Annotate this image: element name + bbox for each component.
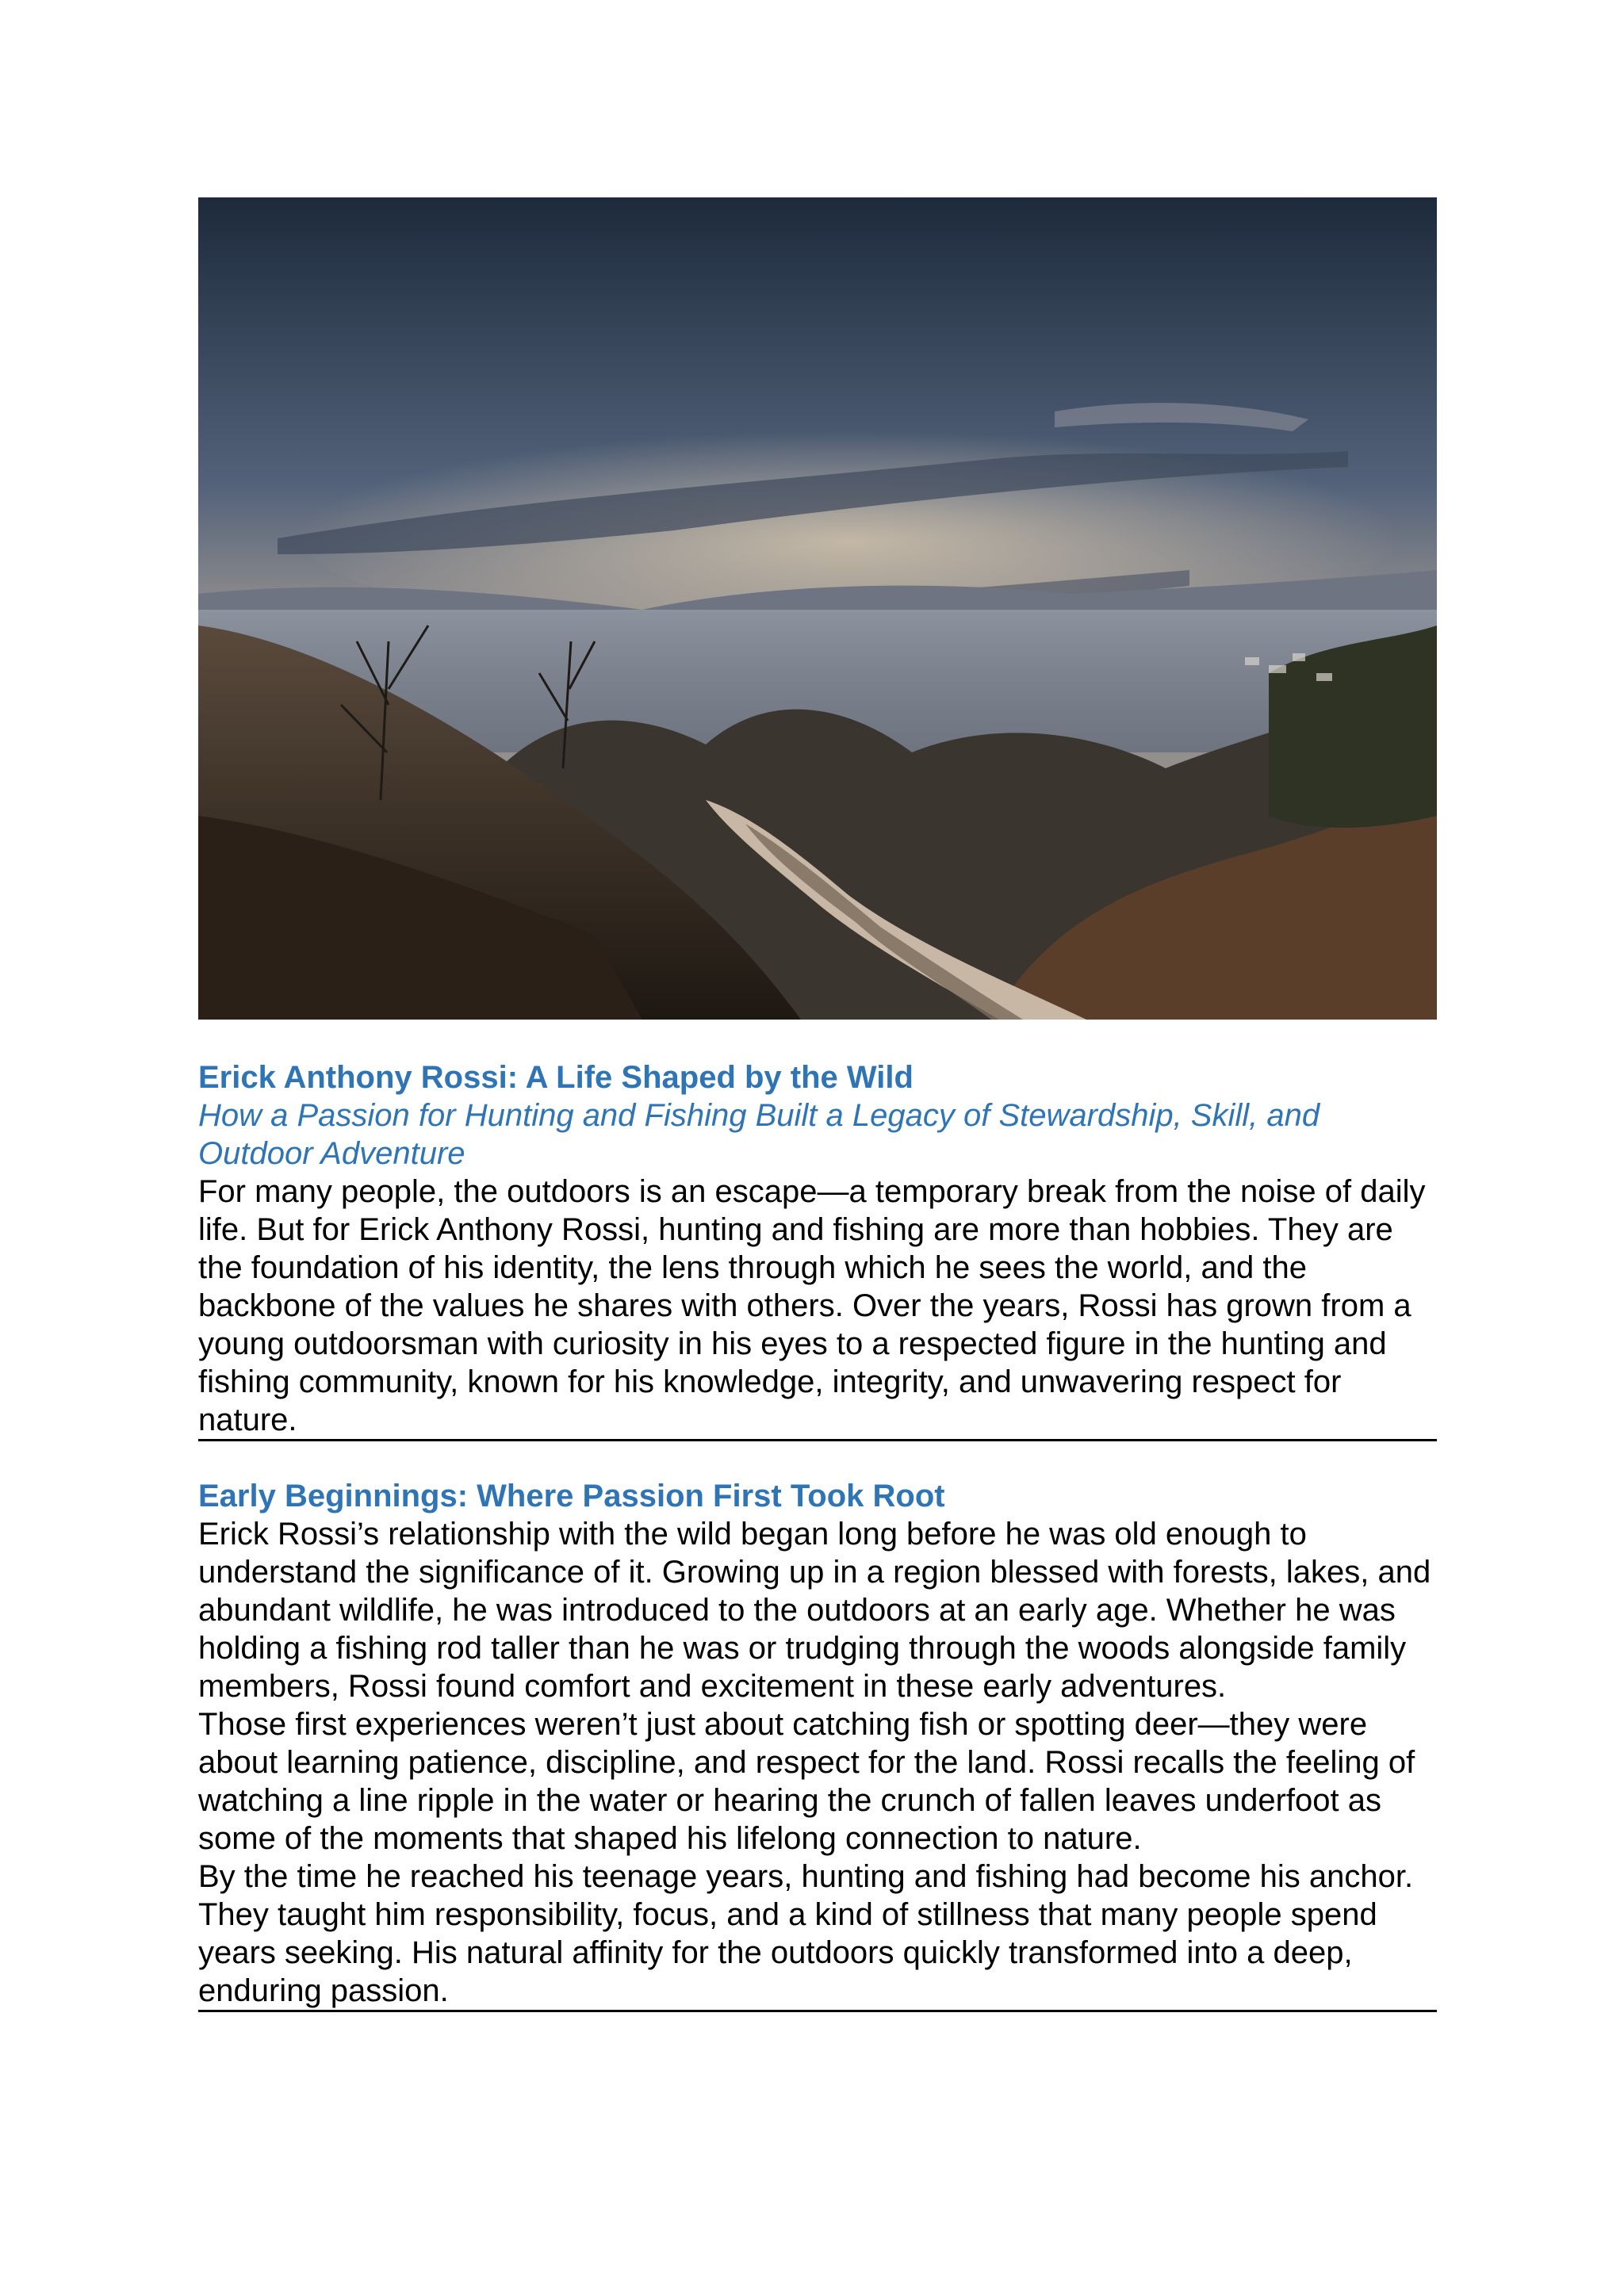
- section1-paragraph: Those first experiences weren’t just about catching fish or spotting deer—they were about learning patience, discipline, and respect for the land. Rossi recalls the feeling of watching a line ripple in the water or hearing the crunch of fallen leaves underfoot as some of the moments that shaped his lifelong connection to nature.: [198, 1707, 1415, 1856]
- hero-landscape-image: [198, 197, 1437, 1020]
- article-body: [198, 1058, 1437, 2012]
- section1-paragraph: By the time he reached his teenage years, hunting and fishing had become his anchor. They taught him responsibility, focus, and a kind of stillness that many people spend years seeking. His natural affinity for the outdoors quickly transformed into a deep, enduring passion.: [198, 1859, 1414, 2008]
- section1-paragraph: Erick Rossi’s relationship with the wild began long before he was old enough to understand the significance of it. Growing up in a region blessed with forests, lakes, and abundant wildlife, he was introduced to the outdoors at an early age. Whether he was holding a fishing rod taller than he was or trudging through the woods alongside family members, Rossi found comfort and excitement in these early adventures.: [198, 1517, 1431, 1704]
- landscape-photo-icon: [198, 197, 1437, 1020]
- article-title: Erick Anthony Rossi: A Life Shaped by the Wild: [198, 1060, 914, 1095]
- section-divider: [198, 2010, 1437, 2012]
- article-subtitle: How a Passion for Hunting and Fishing Built a Legacy of Stewardship, Skill, and Outdoor Adventure: [198, 1098, 1320, 1171]
- section-heading-early-beginnings: Early Beginnings: Where Passion First Took Root: [198, 1479, 945, 1513]
- intro-paragraph: For many people, the outdoors is an escape—a temporary break from the noise of daily life. But for Erick Anthony Rossi, hunting and fishing are more than hobbies. They are the foundation of his identity, the lens through which he sees the world, and the backbone of the values he shares with others. Over the years, Rossi has grown from a young outdoorsman with curiosity in his eyes to a respected figure in the hunting and fishing community, known for his knowledge, integrity, and unwavering respect for nature.: [198, 1174, 1426, 1437]
